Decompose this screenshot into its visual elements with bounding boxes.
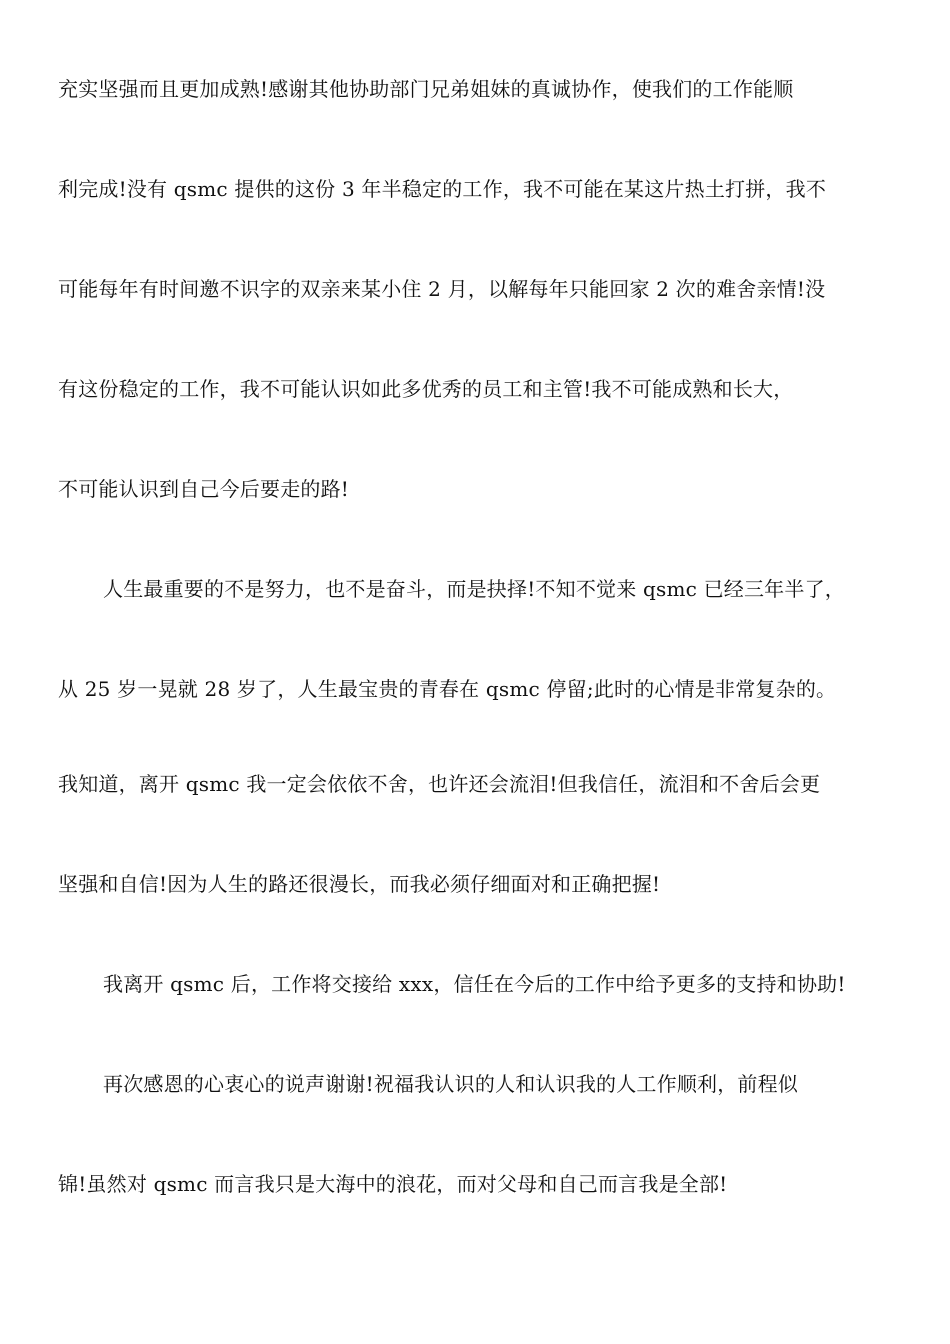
text-line: 利完成!没有 qsmc 提供的这份 3 年半稳定的工作，我不可能在某这片热土打拼，我不 xyxy=(58,177,827,201)
paragraph-start-line: 人生最重要的不是努力，也不是奋斗，而是抉择!不知不觉来 qsmc 已经三年半了， xyxy=(103,577,845,601)
paragraph-start-line: 再次感恩的心衷心的说声谢谢!祝福我认识的人和认识我的人工作顺利，前程似 xyxy=(103,1072,799,1096)
text-line: 充实坚强而且更加成熟!感谢其他协助部门兄弟姐妹的真诚协作，使我们的工作能顺 xyxy=(58,77,794,101)
text-line: 有这份稳定的工作，我不可能认识如此多优秀的员工和主管!我不可能成熟和长大， xyxy=(58,377,794,401)
paragraph-start-line: 我离开 qsmc 后，工作将交接给 xxx，信任在今后的工作中给予更多的支持和协助! xyxy=(103,972,846,996)
text-line: 从 25 岁一晃就 28 岁了，人生最宝贵的青春在 qsmc 停留;此时的心情是非常复杂的。 xyxy=(58,677,837,701)
text-line: 我知道，离开 qsmc 我一定会依依不舍，也许还会流泪!但我信任，流泪和不舍后会更 xyxy=(58,772,821,796)
text-line: 锦!虽然对 qsmc 而言我只是大海中的浪花，而对父母和自己而言我是全部! xyxy=(58,1172,728,1196)
text-line: 可能每年有时间邀不识字的双亲来某小住 2 月，以解每年只能回家 2 次的难舍亲情!没 xyxy=(58,277,826,301)
text-line: 坚强和自信!因为人生的路还很漫长，而我必须仔细面对和正确把握! xyxy=(58,872,661,896)
text-line: 不可能认识到自己今后要走的路! xyxy=(58,477,350,501)
